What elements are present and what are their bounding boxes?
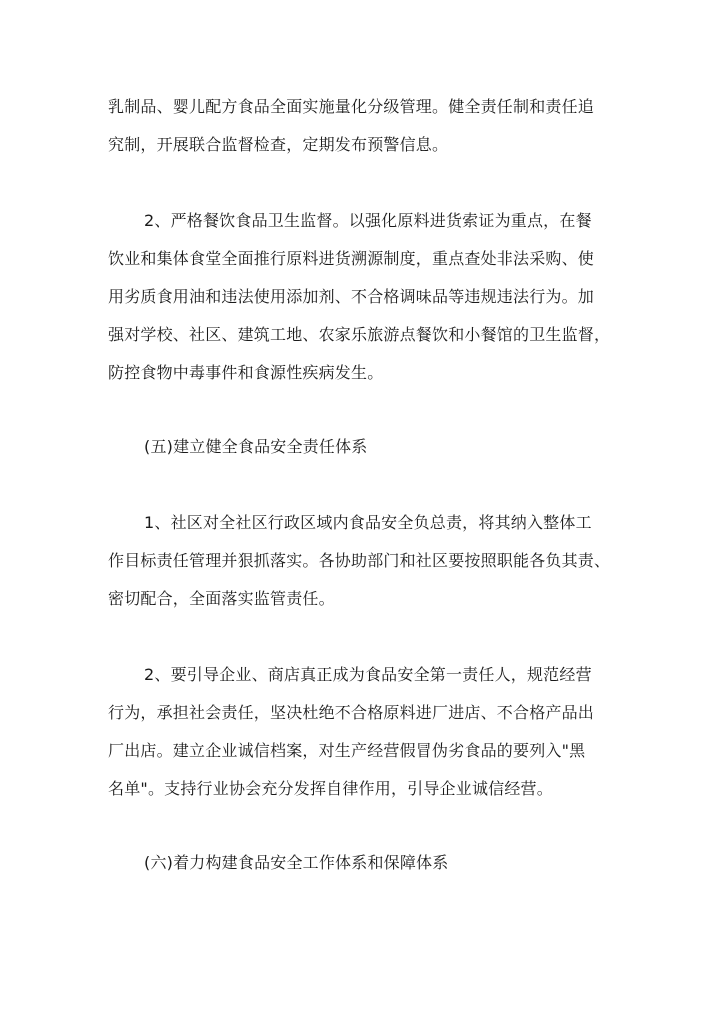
paragraph-line: 1、社区对全社区行政区域内食品安全负总责，将其纳入整体工 [144, 513, 592, 532]
paragraph-line: 饮业和集体食堂全面推行原料进货溯源制度，重点查处非法采购、使 [108, 249, 595, 268]
paragraph-line: 厂出店。建立企业诚信档案，对生产经营假冒伪劣食品的要列入"黑 [108, 741, 586, 760]
section-heading: (五)建立健全食品安全责任体系 [144, 437, 368, 456]
paragraph-line: 乳制品、婴儿配方食品全面实施量化分级管理。健全责任制和责任追 [108, 97, 595, 116]
paragraph-line: 用劣质食用油和违法使用添加剂、不合格调味品等违规违法行为。加 [108, 287, 595, 306]
paragraph-line: 强对学校、社区、建筑工地、农家乐旅游点餐饮和小餐馆的卫生监督， [108, 325, 611, 344]
paragraph-line: 名单"。支持行业协会充分发挥自律作用，引导企业诚信经营。 [108, 779, 553, 798]
paragraph-line: 防控食物中毒事件和食源性疾病发生。 [108, 363, 384, 382]
section-heading: (六)着力构建食品安全工作体系和保障体系 [144, 853, 449, 872]
paragraph-line: 究制，开展联合监督检查，定期发布预警信息。 [108, 135, 449, 154]
paragraph-line: 2、要引导企业、商店真正成为食品安全第一责任人，规范经营 [144, 665, 592, 684]
paragraph-line: 2、严格餐饮食品卫生监督。以强化原料进货索证为重点，在餐 [144, 211, 592, 230]
paragraph-line: 行为，承担社会责任，坚决杜绝不合格原料进厂进店、不合格产品出 [108, 703, 595, 722]
paragraph-line: 密切配合，全面落实监管责任。 [108, 589, 335, 608]
paragraph-line: 作目标责任管理并狠抓落实。各协助部门和社区要按照职能各负其责、 [108, 551, 611, 570]
